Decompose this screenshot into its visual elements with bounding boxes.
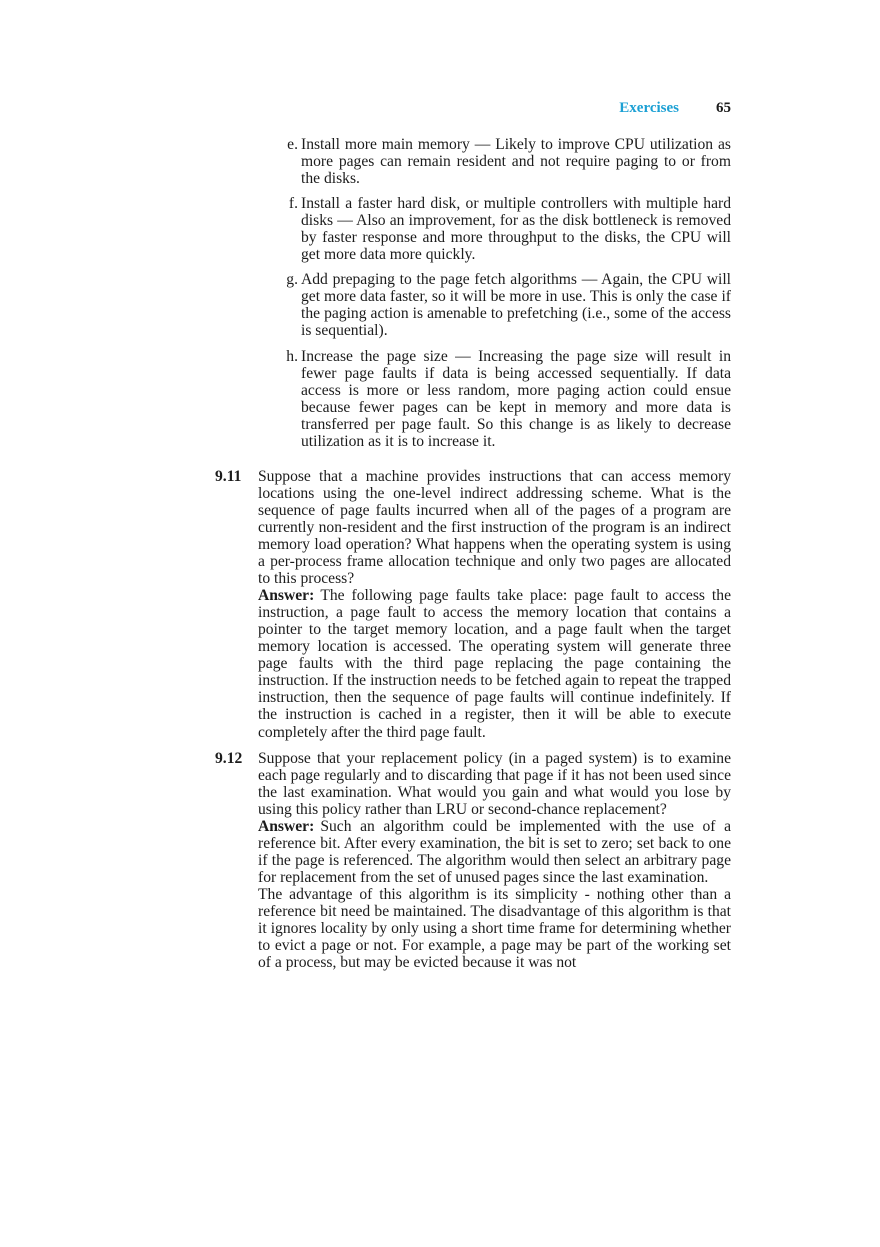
list-item-text: Increase the page size — Increasing the page size will result in fewer page faults if data is being accessed sequentially. If data access is more or less random, more paging action could ensue because fewer pages can be kept in memory and more data is transferred per page fault. So this change is as likely to decrease utilization as it is to increase it.	[301, 347, 731, 450]
exercise-number: 9.12	[215, 749, 243, 767]
list-item-f	[258, 195, 731, 263]
section-title: Exercises	[619, 100, 679, 116]
list-item-label: h.	[286, 347, 298, 365]
list-item-h	[258, 348, 731, 450]
exercise-9-12	[215, 749, 731, 972]
exercise-question: Suppose that a machine provides instructions that can access memory locations using the one-level indirect addressing scheme. What is the sequence of page faults incurred when all of the pages of a program are currently non-resident and the first instruction of the program is an indirect memory load operation? What happens when the operating system is using a per-process frame allocation technique and only two pages are allocated to this process?	[258, 467, 731, 588]
list-item-text: Add prepaging to the page fetch algorithms — Again, the CPU will get more data faster, so it will be more in use. This is only the case if the paging action is amenable to prefetching (i.e., some of the access is sequential).	[301, 271, 731, 340]
list-item-g	[258, 271, 731, 339]
answer-label: Answer:	[258, 817, 315, 835]
page-body	[215, 136, 731, 972]
list-item-label: g.	[286, 271, 298, 289]
list-item-label: f.	[288, 195, 298, 213]
answer-text: Such an algorithm could be implemented with the use of a reference bit. After every examination, the bit is set to zero; set back to one if the page is referenced. The algorithm would then select an arbitrary page for replacement from the set of unused pages since the last examination.	[258, 817, 731, 886]
page-number: 65	[716, 100, 731, 116]
answer-label: Answer:	[258, 587, 315, 605]
list-item-text: Install a faster hard disk, or multiple controllers with multiple hard disks — Also an improvement, for as the disk bottleneck is removed by faster response and more throughput to the disks, the CPU will get more data more quickly.	[301, 195, 731, 264]
list-item-label: e.	[287, 136, 298, 153]
exercise-answer	[258, 587, 731, 740]
exercise-question: Suppose that your replacement policy (in a paged system) is to examine each page regularly and to discarding that page if it has not been used since the last examination. What would you gain and what would you lose by using this policy rather than LRU or second-chance replacement?	[258, 749, 731, 818]
list-item-e	[258, 136, 731, 187]
running-header	[258, 100, 731, 122]
answer-text: The following page faults take place: page fault to access the instruction, a page fault to access the memory location that contains a pointer to the target memory location, and a page fault when the target memory location is accessed. The operating system will generate three page faults with the third page replacing the page containing the instruction. If the instruction needs to be fetched again to repeat the trapped instruction, then the sequence of page faults will continue indefinitely. If the instruction is cached in a register, then it will be able to execute completely after the third page fault.	[258, 587, 731, 741]
exercise-number: 9.11	[215, 467, 242, 485]
exercise-9-11	[215, 467, 731, 741]
answer-followup: The advantage of this algorithm is its simplicity - nothing other than a reference bit need be maintained. The disadvantage of this algorithm is that it ignores locality by only using a short time frame for determining whether to evict a page or not. For example, a page may be part of the working set of a process, but may be evicted because it was not	[258, 885, 731, 972]
list-item-text: Install more main memory — Likely to improve CPU utilization as more pages can remain resident and not require paging to or from the disks.	[301, 136, 731, 188]
exercise-answer	[258, 818, 731, 886]
